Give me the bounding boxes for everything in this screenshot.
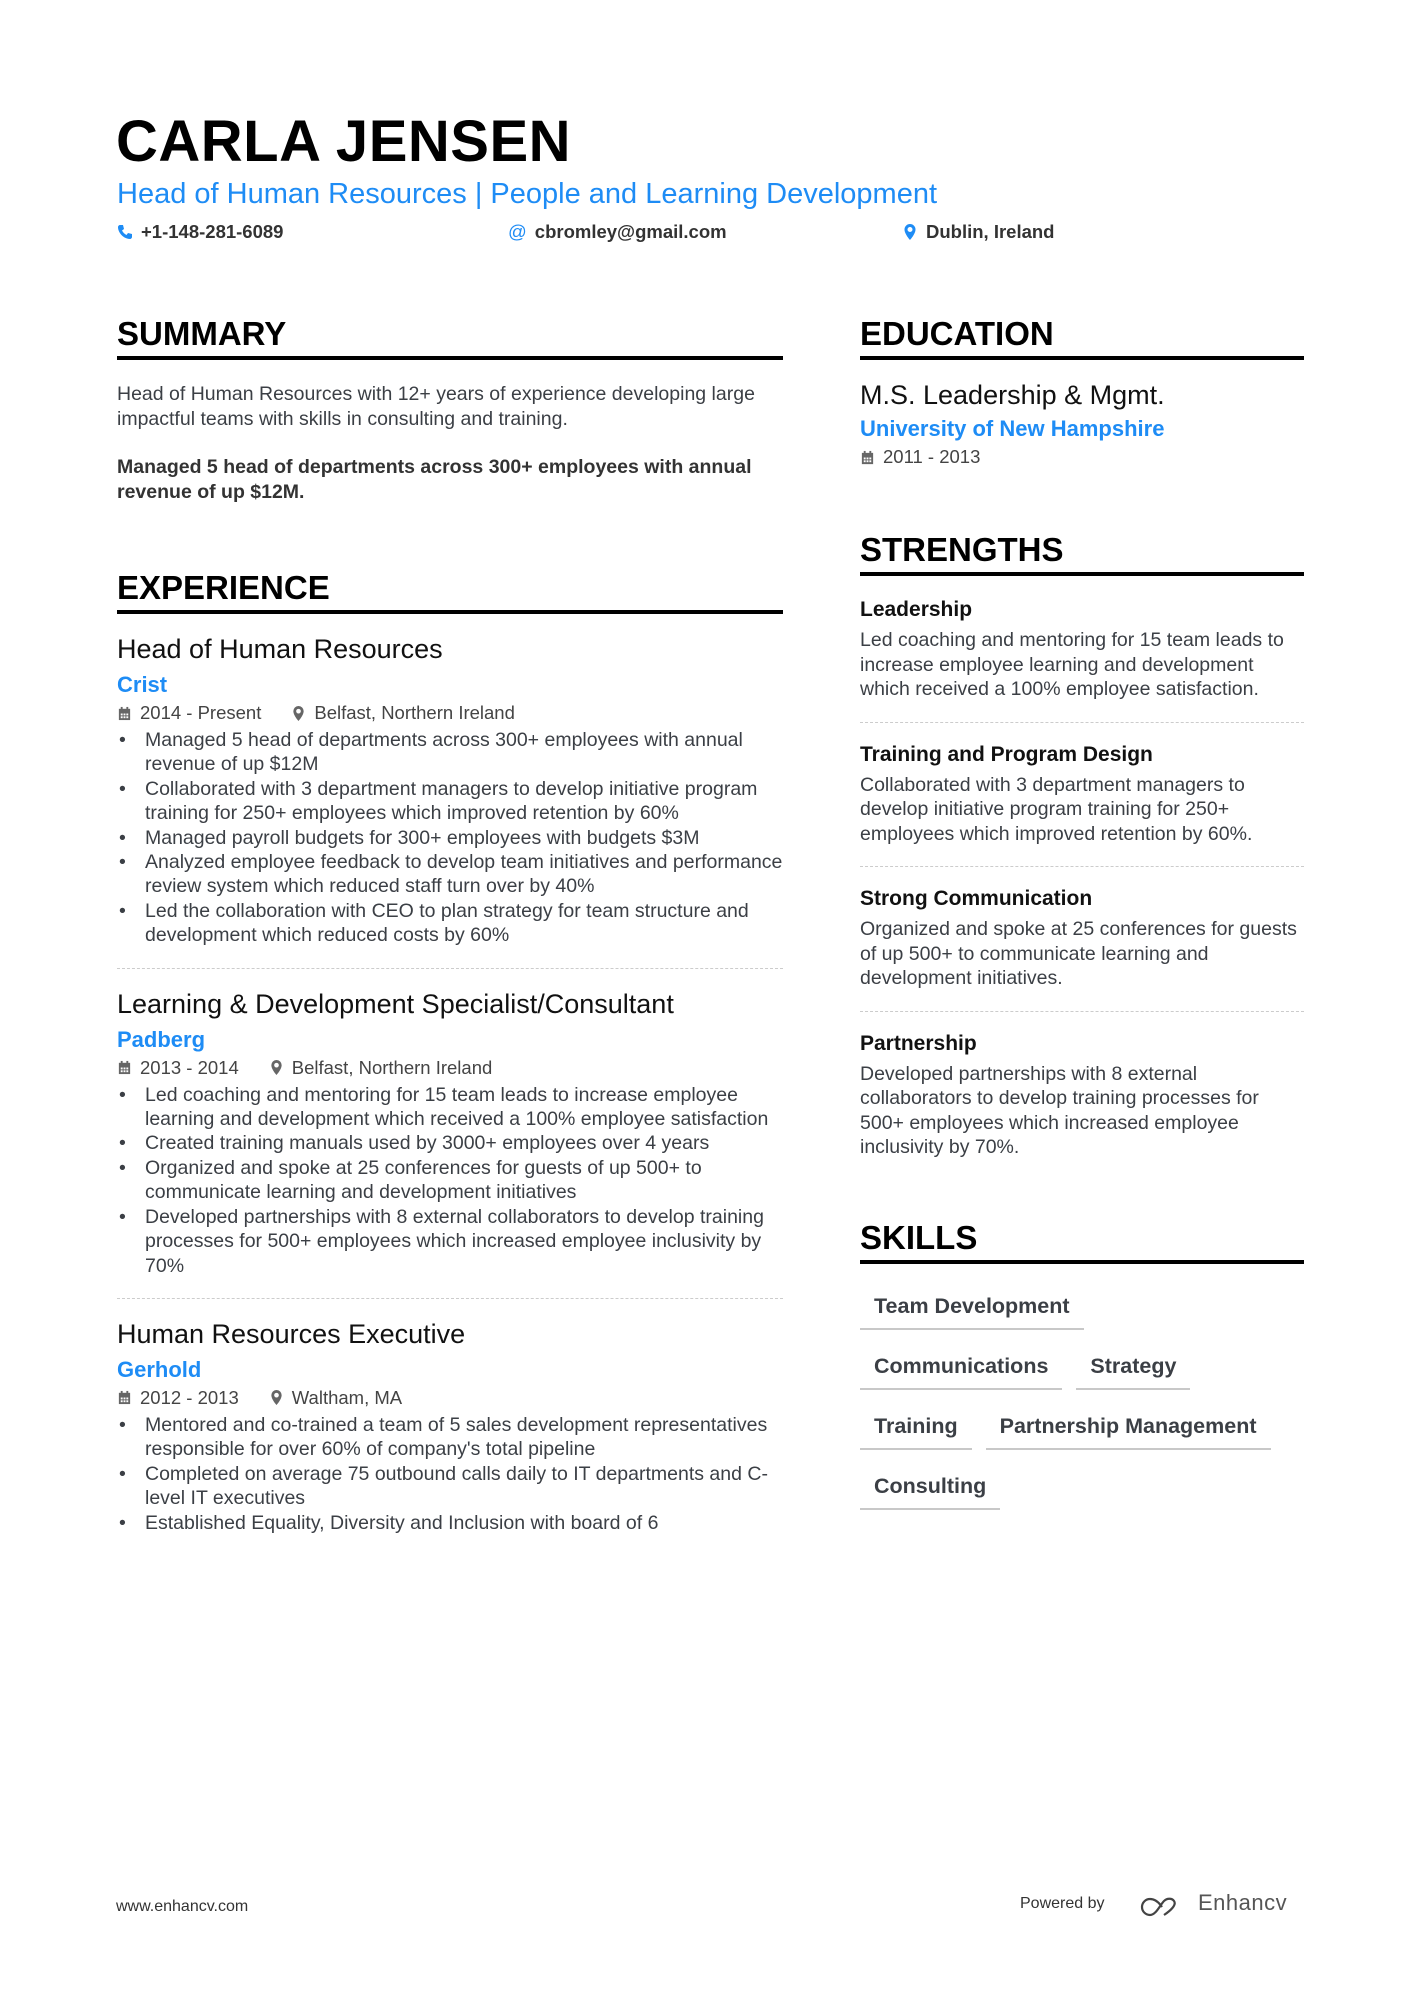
divider bbox=[117, 1298, 783, 1299]
calendar-icon bbox=[117, 1390, 132, 1405]
job-dates: 2013 - 2014 bbox=[140, 1056, 239, 1078]
company-name: Padberg bbox=[117, 1026, 206, 1052]
bullet-item: • Led the collaboration with CEO to plan strategy for team structure and development which reduced costs by 60% bbox=[117, 899, 783, 948]
calendar-icon bbox=[117, 1060, 132, 1075]
candidate-title: Head of Human Resources | People and Learning Development bbox=[117, 178, 938, 210]
calendar-icon bbox=[860, 450, 875, 465]
job-location-text: Waltham, MA bbox=[291, 1386, 403, 1408]
bullet-item: • Mentored and co-trained a team of 5 sales development representatives responsible for over 60% of company's total pipeline bbox=[117, 1413, 783, 1462]
divider bbox=[860, 1011, 1304, 1012]
at-icon: @ bbox=[508, 221, 527, 242]
strength-desc: Developed partnerships with 8 external collaborators to develop training processes for 500+ employees which increased employee inclusivity by 70%. bbox=[860, 1062, 1259, 1158]
school: University of New Hampshire bbox=[860, 416, 1165, 441]
strength-item bbox=[860, 1030, 1304, 1160]
job-entry bbox=[117, 1317, 783, 1535]
strength-title: Training and Program Design bbox=[860, 742, 1153, 766]
location-pin-icon bbox=[902, 224, 918, 240]
degree: M.S. Leadership & Mgmt. bbox=[860, 380, 1165, 410]
job-bullets bbox=[117, 1413, 783, 1535]
bullet-item: • Collaborated with 3 department managers to develop initiative program training for 250+ employees which improved retention by 60% bbox=[117, 777, 783, 826]
company-name: Gerhold bbox=[117, 1356, 202, 1382]
contact-phone bbox=[117, 221, 283, 243]
email-text: cbromley@gmail.com bbox=[534, 221, 727, 242]
strength-title: Strong Communication bbox=[860, 887, 1093, 910]
skill-tag: Team Development bbox=[860, 1286, 1084, 1330]
phone-text: +1-148-281-6089 bbox=[141, 221, 284, 242]
enhancv-logo-icon bbox=[1140, 1894, 1188, 1920]
bullet-item: • Managed payroll budgets for 300+ employees with budgets $3M bbox=[117, 826, 783, 850]
location-pin-icon bbox=[269, 1060, 284, 1075]
left-column bbox=[117, 314, 783, 1535]
location-text: Dublin, Ireland bbox=[926, 221, 1055, 242]
strength-title: Leadership bbox=[860, 598, 973, 621]
bullet-item: • Completed on average 75 outbound calls daily to IT departments and C-level IT executives bbox=[117, 1462, 783, 1511]
summary-text: Head of Human Resources with 12+ years of experience developing large impactful teams with skills in consulting and training. bbox=[117, 383, 755, 430]
job-dates: 2014 - Present bbox=[140, 702, 262, 723]
contact-email bbox=[508, 221, 727, 243]
job-entry bbox=[117, 632, 783, 948]
skill-tag: Partnership Management bbox=[986, 1406, 1271, 1450]
skill-tag: Consulting bbox=[860, 1466, 1000, 1510]
skill-tag: Strategy bbox=[1076, 1346, 1190, 1390]
job-location bbox=[291, 700, 515, 726]
location-pin-icon bbox=[291, 706, 306, 721]
job-location-text: Belfast, Northern Ireland bbox=[291, 1056, 493, 1078]
job-title: Head of Human Resources bbox=[117, 634, 443, 664]
strengths-list bbox=[860, 596, 1304, 1160]
location-pin-icon bbox=[269, 1390, 284, 1405]
divider bbox=[117, 968, 783, 969]
strength-desc: Collaborated with 3 department managers to develop initiative program training for 250+ employees which improved retention by 60%. bbox=[860, 773, 1253, 845]
powered-by-label: Powered by bbox=[1020, 1895, 1105, 1912]
bullet-item: • Created training manuals used by 3000+ employees over 4 years bbox=[117, 1131, 783, 1155]
strength-item bbox=[860, 885, 1304, 991]
skill-tag: Communications bbox=[860, 1346, 1062, 1390]
job-meta bbox=[117, 1385, 783, 1411]
bullet-item: • Organized and spoke at 25 conferences for guests of up 500+ to communicate learning and development initiatives bbox=[117, 1156, 783, 1205]
job-title: Human Resources Executive bbox=[117, 1318, 466, 1349]
divider bbox=[860, 866, 1304, 867]
bullet-item: • Led coaching and mentoring for 15 team leads to increase employee learning and development which received a 100% employee satisfaction bbox=[117, 1083, 783, 1132]
strength-title: Partnership bbox=[860, 1031, 977, 1055]
job-entry bbox=[117, 987, 783, 1278]
calendar-icon bbox=[117, 706, 132, 721]
summary-heading: SUMMARY bbox=[117, 314, 783, 360]
strengths-heading: STRENGTHS bbox=[860, 530, 1304, 576]
skill-tag: Training bbox=[860, 1406, 972, 1450]
education-heading: EDUCATION bbox=[860, 314, 1304, 360]
bullet-item: • Developed partnerships with 8 external collaborators to develop training processes for 500+ employees which increased employee inclusivity by 70% bbox=[117, 1205, 783, 1278]
footer-website[interactable]: www.enhancv.com bbox=[116, 1898, 249, 1915]
skills-heading: SKILLS bbox=[860, 1218, 1304, 1264]
strength-item bbox=[860, 596, 1304, 702]
job-location-text: Belfast, Northern Ireland bbox=[314, 702, 515, 723]
job-location bbox=[269, 1385, 402, 1411]
experience-heading: EXPERIENCE bbox=[117, 568, 783, 614]
strength-item bbox=[860, 741, 1304, 847]
summary-highlight: Managed 5 head of departments across 300+ employees with annual revenue of up $12M. bbox=[117, 456, 752, 503]
contact-location bbox=[902, 221, 1054, 243]
job-title: Learning & Development Specialist/Consultant bbox=[117, 988, 674, 1019]
company-name: Crist bbox=[117, 672, 168, 697]
bullet-item: • Analyzed employee feedback to develop team initiatives and performance review system which reduced staff turn over by 40% bbox=[117, 850, 783, 899]
job-bullets bbox=[117, 728, 783, 948]
strength-desc: Organized and spoke at 25 conferences for guests of up 500+ to communicate learning and development initiatives. bbox=[860, 918, 1297, 989]
job-meta bbox=[117, 1055, 783, 1081]
education-dates bbox=[860, 444, 1304, 470]
bullet-item: • Established Equality, Diversity and Inclusion with board of 6 bbox=[117, 1511, 783, 1535]
enhancv-brand: Enhancv bbox=[1198, 1890, 1288, 1915]
right-column bbox=[860, 314, 1304, 1526]
job-bullets bbox=[117, 1083, 783, 1278]
job-dates: 2012 - 2013 bbox=[140, 1386, 239, 1408]
strength-desc: Led coaching and mentoring for 15 team leads to increase employee learning and development which received a 100% employee satisfaction. bbox=[860, 629, 1284, 700]
job-meta bbox=[117, 700, 783, 726]
education-dates-text: 2011 - 2013 bbox=[883, 446, 981, 467]
job-location bbox=[269, 1055, 493, 1081]
experience-list bbox=[117, 632, 783, 1535]
skills-list bbox=[860, 1286, 1304, 1526]
divider bbox=[860, 722, 1304, 723]
phone-icon bbox=[117, 224, 133, 240]
bullet-item: • Managed 5 head of departments across 300+ employees with annual revenue of up $12M bbox=[117, 728, 783, 777]
candidate-name: CARLA JENSEN bbox=[116, 109, 572, 174]
